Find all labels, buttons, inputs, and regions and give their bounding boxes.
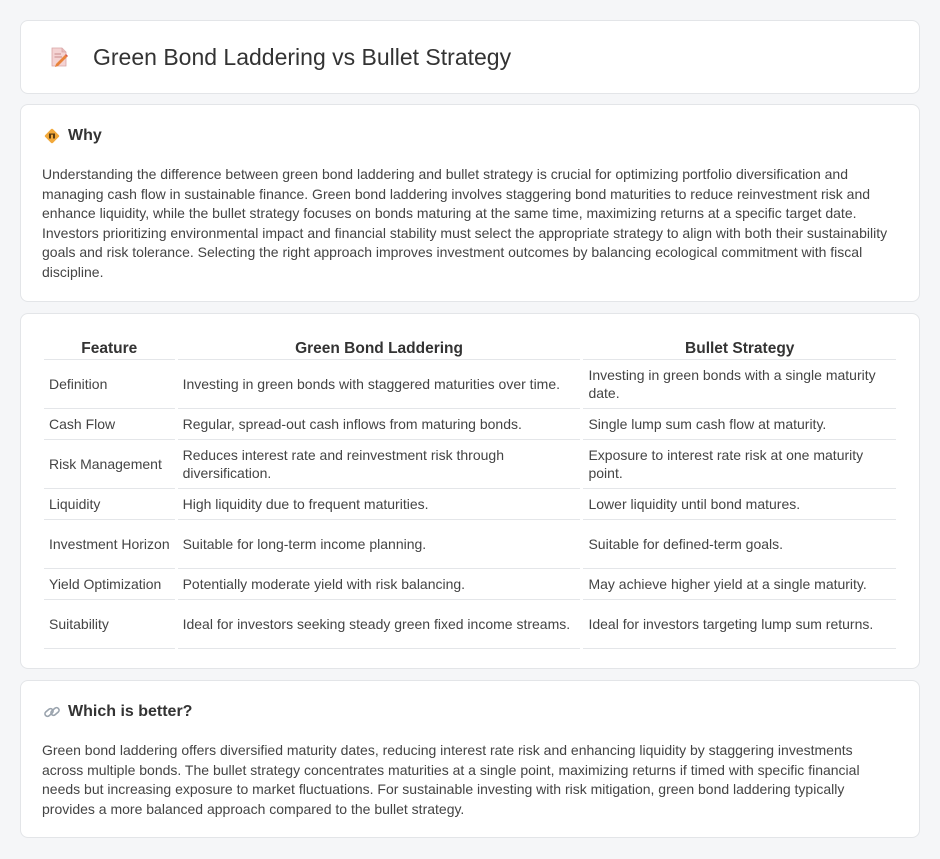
laddering-cell: Ideal for investors seeking steady green fixed income streams. [178, 600, 581, 649]
bullet-cell: Suitable for defined-term goals. [583, 520, 896, 569]
laddering-cell: Investing in green bonds with staggered maturities over time. [178, 360, 581, 409]
why-title: Why [68, 127, 102, 144]
feature-cell: Cash Flow [44, 409, 175, 440]
which-is-better-section [20, 680, 920, 838]
feature-cell: Definition [44, 360, 175, 409]
header-feature: Feature [44, 334, 175, 360]
page-title: Green Bond Laddering vs Bullet Strategy [93, 43, 512, 70]
header-green-bond-laddering: Green Bond Laddering [178, 334, 581, 360]
laddering-cell: Regular, spread-out cash inflows from maturing bonds. [178, 409, 581, 440]
feature-cell: Suitability [44, 600, 175, 649]
comparison-table-section [20, 313, 920, 669]
table-row [44, 360, 896, 409]
link-icon [43, 703, 61, 721]
comparison-table [41, 334, 899, 649]
bullet-cell: Ideal for investors targeting lump sum returns. [583, 600, 896, 649]
laddering-cell: Potentially moderate yield with risk balancing. [178, 569, 581, 600]
better-heading [43, 703, 192, 721]
feature-cell: Risk Management [44, 440, 175, 489]
table-header-row [44, 334, 896, 360]
header-bullet-strategy: Bullet Strategy [583, 334, 896, 360]
bullet-cell: Lower liquidity until bond matures. [583, 489, 896, 520]
laddering-cell: Reduces interest rate and reinvestment risk through diversification. [178, 440, 581, 489]
laddering-cell: Suitable for long-term income planning. [178, 520, 581, 569]
feature-cell: Yield Optimization [44, 569, 175, 600]
better-title: Which is better? [68, 703, 193, 720]
table-row [44, 600, 896, 649]
bullet-cell: May achieve higher yield at a single maturity. [583, 569, 896, 600]
document-pencil-icon [47, 45, 71, 69]
bullet-cell: Exposure to interest rate risk at one maturity point. [583, 440, 896, 489]
why-heading [43, 127, 102, 145]
laddering-cell: High liquidity due to frequent maturities. [178, 489, 581, 520]
feature-cell: Liquidity [44, 489, 175, 520]
table-row [44, 569, 896, 600]
why-section [20, 104, 920, 302]
why-text: Understanding the difference between green bond laddering and bullet strategy is crucial for optimizing portfolio diversification and managing cash flow in sustainable finance. Green bond laddering involves staggering bond maturities to reduce reinvestment risk and enhance liquidity, while the bullet strategy focuses on bonds maturing at the same time, maximizing returns at a specific target date. Investors prioritizing environmental impact and financial stability must select the appropriate strategy to align with both their sustainability goals and risk tolerance. Selecting the right approach improves investment outcomes by balancing ecological commitment with fiscal discipline. [42, 166, 888, 280]
feature-cell: Investment Horizon [44, 520, 175, 569]
better-text: Green bond laddering offers diversified maturity dates, reducing interest rate risk and enhancing liquidity by staggering investments across multiple bonds. The bullet strategy concentrates maturities at a single point, maximizing returns if timed with specific financial needs but increasing exposure to market fluctuations. For sustainable investing with risk mitigation, green bond laddering typically provides a more balanced approach compared to the bullet strategy. [42, 742, 860, 817]
table-row [44, 489, 896, 520]
table-row [44, 520, 896, 569]
header-card [20, 20, 920, 94]
bullet-cell: Single lump sum cash flow at maturity. [583, 409, 896, 440]
table-row [44, 440, 896, 489]
diamond-sign-icon [43, 127, 61, 145]
bullet-cell: Investing in green bonds with a single maturity date. [583, 360, 896, 409]
table-row [44, 409, 896, 440]
